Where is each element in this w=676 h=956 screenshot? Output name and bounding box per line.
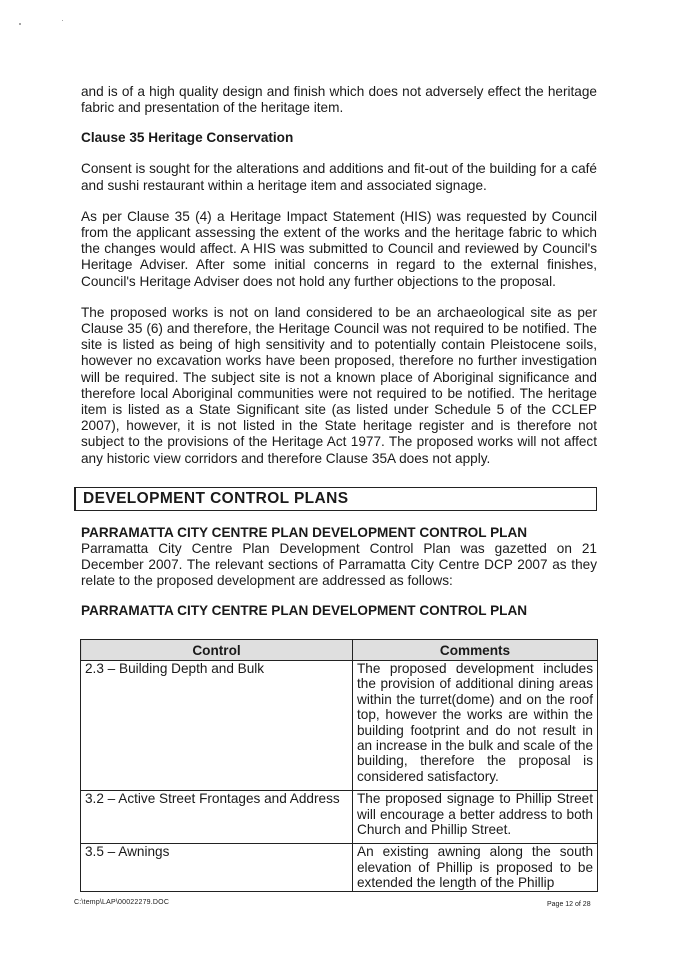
scan-speck [19,23,21,25]
dcp-heading: PARRAMATTA CITY CENTRE PLAN DEVELOPMENT CONTROL PLAN [81,525,528,540]
column-header-comments: Comments [353,640,598,661]
table-row [81,791,598,844]
dcp-intro [81,525,597,590]
comment-cell: An existing awning along the south elevation of Phillip is proposed to be extended the length of the Phillip [353,844,598,891]
clause-35-paragraph: The proposed works is not on land considered to be an archaeological site as per Clause 35 (6) and therefore, the Heritage Council was not required to be notified. The site is listed as being of high sensitivity and to potentially contain Pleistocene soils, however no excavation works have been proposed, therefore no further investigation will be required. The subject site is not a known place of Aboriginal significance and therefore local Aboriginal communities were not required to be notified. The heritage item is listed as a State Significant site (as listed under Schedule 5 of the CCLEP 2007), however, it is not listed in the State heritage register and is therefore not subject to the provisions of the Heritage Act 1977. The proposed works will not affect any historic view corridors and therefore Clause 35A does not apply. [81,304,597,466]
section-banner: DEVELOPMENT CONTROL PLANS [74,487,597,511]
clause-35-heading: Clause 35 Heritage Conservation [81,130,294,146]
table-row [81,844,598,891]
clause-35-paragraph: Consent is sought for the alterations and additions and fit-out of the building for a café and sushi restaurant within a heritage item and associated signage. [81,161,597,193]
clause-35-section [81,84,597,482]
control-cell: 3.2 – Active Street Frontages and Address [81,791,353,844]
scan-speck [62,20,63,21]
clause-35-paragraph: As per Clause 35 (4) a Heritage Impact Statement (HIS) was requested by Council from the applicant assessing the extent of the works and the heritage fabric to which the changes would affect. A HIS was submitted to Council and reviewed by Council's Heritage Adviser. After some initial concerns in regard to the external finishes, Council's Heritage Adviser does not hold any further objections to the proposal. [81,208,597,289]
control-cell: 3.5 – Awnings [81,844,353,891]
intro-continuation: and is of a high quality design and finish which does not adversely effect the heritage fabric and presentation of the heritage item. [81,84,597,116]
control-cell: 2.3 – Building Depth and Bulk [81,661,353,791]
dcp-table-heading: PARRAMATTA CITY CENTRE PLAN DEVELOPMENT CONTROL PLAN [81,603,528,618]
footer-file-path: C:\temp\LAP\00022279.DOC [74,899,170,906]
comment-cell: The proposed signage to Phillip Street will encourage a better address to both Church and Phillip Street. [353,791,598,844]
dcp-body: Parramatta City Centre Plan Development Control Plan was gazetted on 21 December 2007. The relevant sections of Parramatta City Centre DCP 2007 as they relate to the proposed development are addressed as follows: [81,541,597,589]
comment-cell: The proposed development includes the provision of additional dining areas within the turret(dome) and on the roof top, however the works are within the building footprint and do not result in an increase in the bulk and scale of the building, therefore the proposal is considered satisfactory. [353,661,598,791]
footer-page-number: Page 12 of 28 [547,901,591,908]
column-header-control: Control [81,640,353,661]
table-header-row [81,640,598,661]
control-table [80,639,598,892]
table-row [81,661,598,791]
